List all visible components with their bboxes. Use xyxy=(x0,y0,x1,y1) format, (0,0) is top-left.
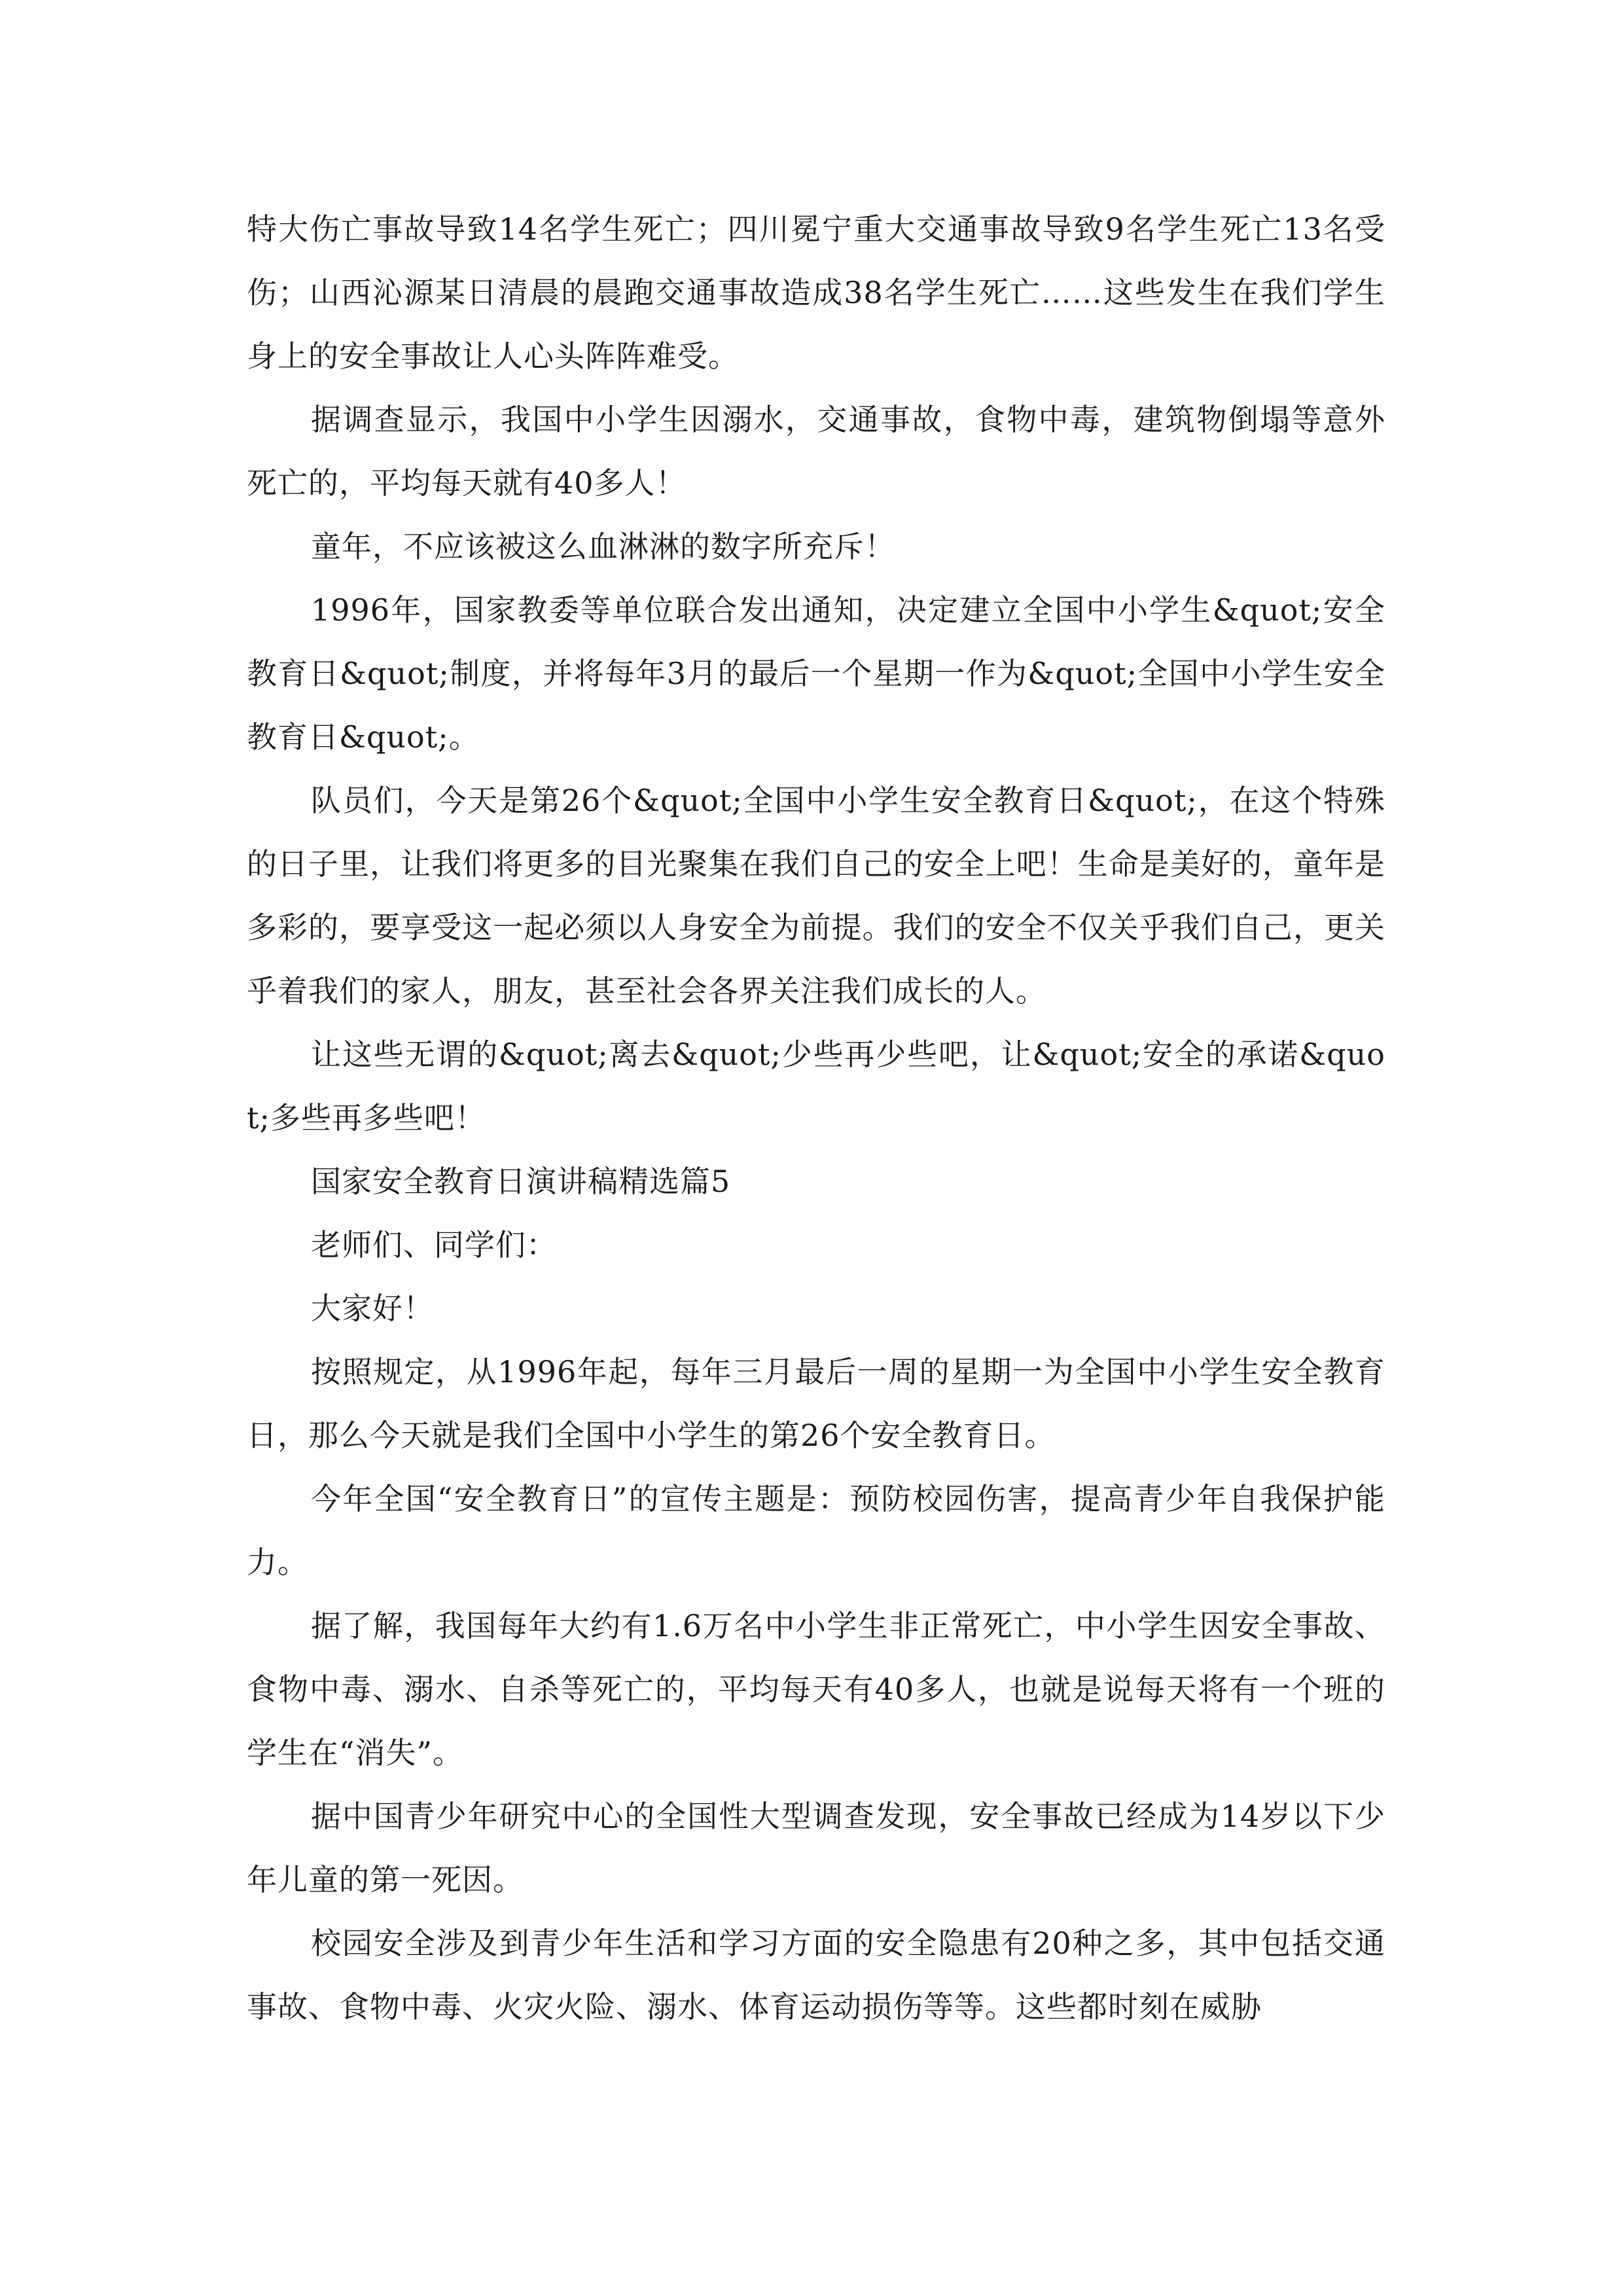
paragraph-14: 校园安全涉及到青少年生活和学习方面的安全隐患有20种之多，其中包括交通事故、食物中毒、火灾火险、溺水、体育运动损伤等等。这些都时刻在威胁 xyxy=(247,1926,1385,2024)
paragraph-10: 按照规定，从1996年起，每年三月最后一周的星期一为全国中小学生安全教育日，那么今天就是我们全国中小学生的第26个安全教育日。 xyxy=(247,1354,1385,1453)
paragraph-6: 让这些无谓的&quot;离去&quot;少些再少些吧，让&quot;安全的承诺&quot;多些再多些吧！ xyxy=(247,1037,1385,1136)
greeting: 大家好！ xyxy=(311,1291,434,1326)
paragraph-11: 今年全国“安全教育日”的宣传主题是：预防校园伤害，提高青少年自我保护能力。 xyxy=(247,1481,1385,1580)
salutation: 老师们、同学们： xyxy=(311,1227,557,1263)
paragraph-1: 特大伤亡事故导致14名学生死亡；四川冕宁重大交通事故导致9名学生死亡13名受伤；山西沁源某日清晨的晨跑交通事故造成38名学生死亡……这些发生在我们学生身上的安全事故让人心头阵阵难受。 xyxy=(247,211,1385,374)
paragraph-2: 据调查显示，我国中小学生因溺水，交通事故，食物中毒，建筑物倒塌等意外死亡的，平均每天就有40多人！ xyxy=(247,402,1385,501)
paragraph-13: 据中国青少年研究中心的全国性大型调查发现，安全事故已经成为14岁以下少年儿童的第一死因。 xyxy=(247,1799,1385,1897)
paragraph-5: 队员们，今天是第26个&quot;全国中小学生安全教育日&quot;，在这个特殊的日子里，让我们将更多的目光聚集在我们自己的安全上吧！生命是美好的，童年是多彩的，要享受这一起必须以人身安全为前提。我们的安全不仅关乎我们自己，更关乎着我们的家人，朋友，甚至社会各界关注我们成长的人。 xyxy=(247,783,1385,1009)
paragraph-4: 1996年，国家教委等单位联合发出通知，决定建立全国中小学生&quot;安全教育日&quot;制度，并将每年3月的最后一个星期一作为&quot;全国中小学生安全教育日&quot;。 xyxy=(247,592,1385,755)
paragraph-12: 据了解，我国每年大约有1.6万名中小学生非正常死亡，中小学生因安全事故、食物中毒、溺水、自杀等死亡的，平均每天有40多人，也就是说每天将有一个班的学生在“消失”。 xyxy=(247,1608,1385,1770)
paragraph-3: 童年，不应该被这么血淋淋的数字所充斥！ xyxy=(311,529,895,564)
section-heading: 国家安全教育日演讲稿精选篇5 xyxy=(311,1164,731,1199)
document-page xyxy=(247,198,1385,2109)
